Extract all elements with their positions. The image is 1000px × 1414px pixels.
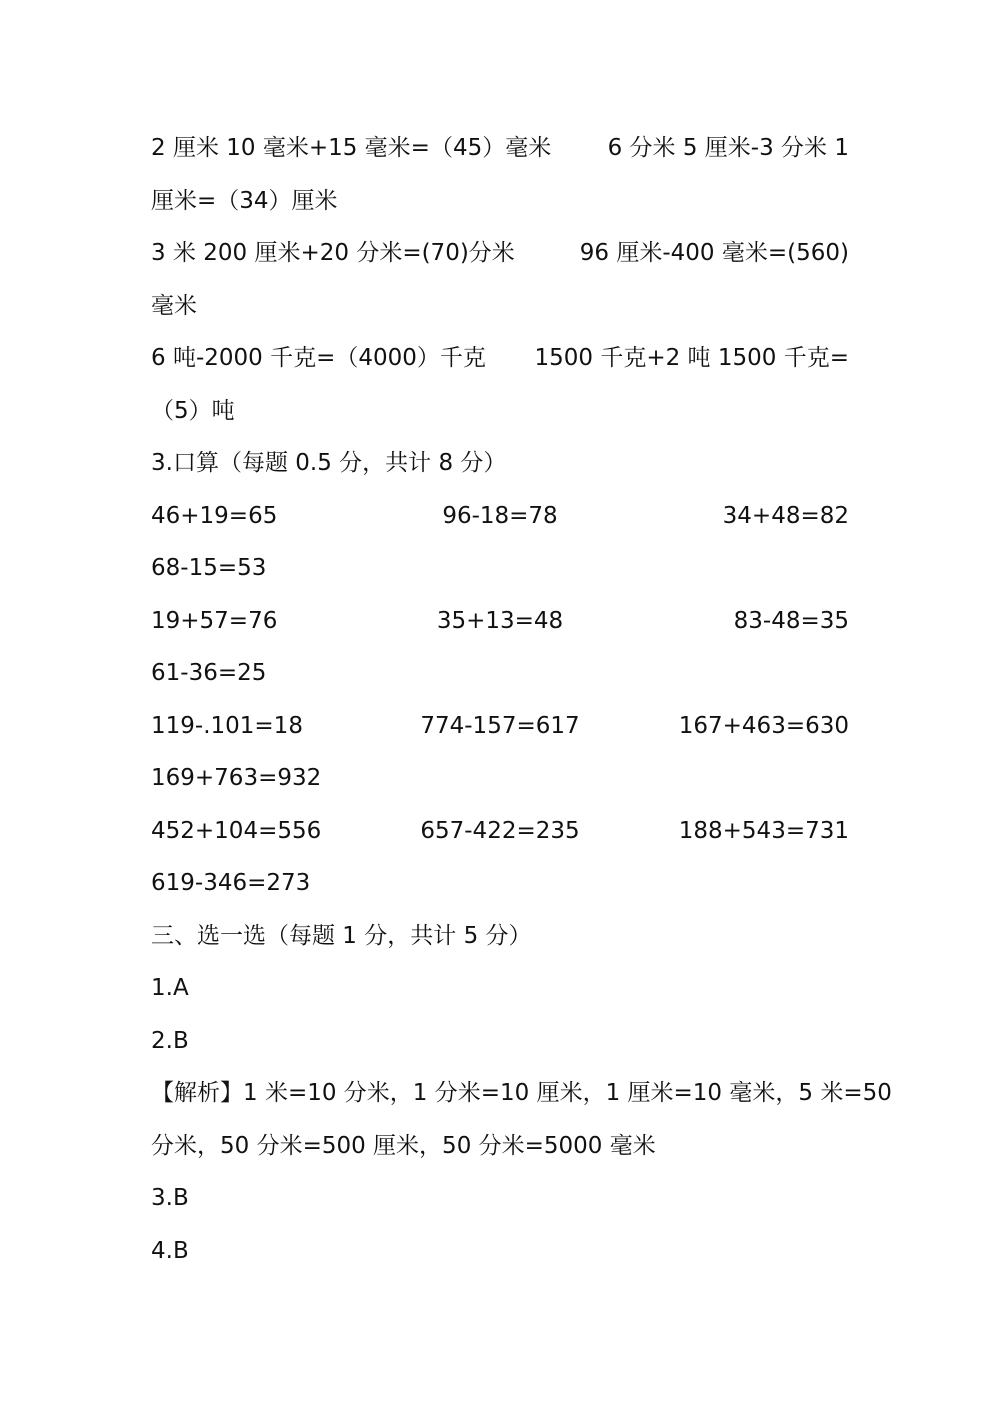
arithmetic-item: 452+104=556 (151, 817, 322, 844)
choice-answer: 1.A (151, 975, 189, 1001)
arithmetic-item: 167+463=630 (678, 712, 849, 739)
arithmetic-item: 61-36=25 (151, 660, 267, 686)
arithmetic-item: 34+48=82 (722, 502, 849, 529)
arithmetic-item: 83-48=35 (733, 607, 849, 634)
section-heading: 三、选一选（每题 1 分，共计 5 分） (151, 922, 532, 949)
arithmetic-item: 119-.101=18 (151, 712, 303, 739)
explanation-text: 【解析】1 米=10 分米，1 分米=10 厘米，1 厘米=10 毫米，5 米=50 (151, 1080, 892, 1106)
arithmetic-item: 35+13=48 (436, 607, 564, 634)
text-line (151, 227, 849, 280)
conversion-problem: 3 米 200 厘米+20 分米=(70)分米 (151, 240, 515, 266)
choice-answer: 3.B (151, 1185, 189, 1211)
arithmetic-row (151, 805, 849, 858)
explanation-text: 分米，50 分米=500 厘米，50 分米=5000 毫米 (151, 1132, 656, 1159)
arithmetic-row (151, 595, 849, 648)
arithmetic-item: 188+543=731 (678, 817, 849, 844)
section-heading: 3.口算（每题 0.5 分，共计 8 分） (151, 450, 507, 476)
text-line (151, 122, 849, 175)
arithmetic-item: 68-15=53 (151, 555, 267, 581)
arithmetic-item: 96-18=78 (442, 502, 558, 529)
arithmetic-item: 169+763=932 (151, 765, 322, 791)
arithmetic-item: 774-157=617 (420, 712, 580, 739)
answer-content (151, 122, 892, 1277)
conversion-problem: 6 分米 5 厘米-3 分米 1 (607, 135, 849, 161)
choice-answer: 2.B (151, 1027, 189, 1054)
conversion-problem: 6 吨-2000 千克=（4000）千克 (151, 345, 486, 371)
arithmetic-row (151, 700, 849, 753)
arithmetic-item: 19+57=76 (151, 607, 278, 634)
choice-answer: 4.B (151, 1237, 189, 1264)
text-line: （5）吨 (151, 397, 235, 424)
arithmetic-item: 619-346=273 (151, 870, 311, 896)
arithmetic-item: 657-422=235 (420, 817, 580, 844)
conversion-problem: 1500 千克+2 吨 1500 千克= (534, 345, 849, 371)
text-line: 毫米 (151, 292, 197, 319)
arithmetic-item: 46+19=65 (151, 502, 278, 529)
text-line (151, 332, 849, 385)
text-line: 厘米=（34）厘米 (151, 187, 338, 214)
conversion-problem: 96 厘米-400 毫米=(560) (579, 240, 849, 266)
conversion-problem: 2 厘米 10 毫米+15 毫米=（45）毫米 (151, 135, 552, 161)
arithmetic-row (151, 490, 849, 543)
